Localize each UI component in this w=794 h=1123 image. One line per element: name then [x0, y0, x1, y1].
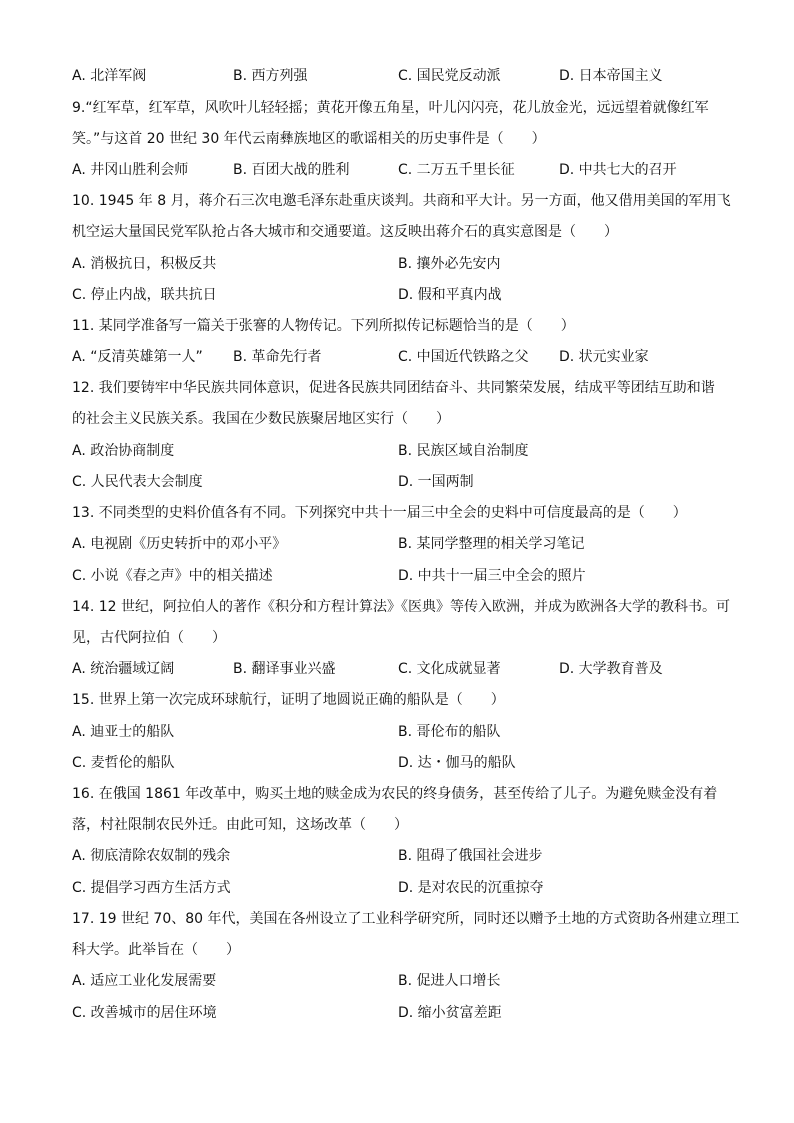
q9-option-a: A. 井冈山胜利会师: [72, 162, 189, 178]
q16-option-d: D. 是对农民的沉重掠夺: [398, 880, 544, 896]
q14-option-b: B. 翻译事业兴盛: [233, 661, 336, 677]
q17-option-a: A. 适应工业化发展需要: [72, 973, 217, 989]
q11-options: [72, 347, 724, 367]
q17-option-c: C. 改善城市的居住环境: [72, 1005, 217, 1021]
q10-option-a: A. 消极抗日，积极反共: [72, 256, 217, 272]
q11-option-a: A. “反清英雄第一人”: [72, 349, 203, 365]
q14-option-d: D. 大学教育普及: [559, 661, 663, 677]
q12-stem-line-2: 的社会主义民族关系。我国在少数民族聚居地区实行（ ）: [72, 411, 450, 427]
q9-options: [72, 160, 724, 180]
q13-option-a: A. 电视剧《历史转折中的邓小平》: [72, 536, 287, 552]
q11-option-c: C. 中国近代铁路之父: [398, 349, 529, 365]
q8-options: [72, 66, 724, 86]
q11-option-d: D. 状元实业家: [559, 349, 649, 365]
q10-options-row-1: [72, 254, 724, 274]
q17-options-row-2: [72, 1003, 724, 1023]
q16-option-c: C. 提倡学习西方生活方式: [72, 880, 231, 896]
q8-option-d: D. 日本帝国主义: [559, 68, 663, 84]
q15-option-b: B. 哥伦布的船队: [398, 724, 501, 740]
q16-option-a: A. 彻底清除农奴制的残余: [72, 848, 231, 864]
q9-option-c: C. 二万五千里长征: [398, 162, 515, 178]
q16-stem-line-1: 16. 在俄国 1861 年改革中，购买土地的赎金成为农民的终身债务，甚至传给了儿子。为避免赎金没有着: [72, 786, 718, 802]
q12-option-a: A. 政治协商制度: [72, 443, 175, 459]
q17-stem-line-2: 科大学。此举旨在（ ）: [72, 942, 240, 958]
q9-stem-line-2: 笑。”与这首 20 世纪 30 年代云南彝族地区的歌谣相关的历史事件是（ ）: [72, 131, 546, 147]
q10-options-row-2: [72, 285, 724, 305]
q15-option-c: C. 麦哲伦的船队: [72, 755, 175, 771]
q13-stem-line-1: 13. 不同类型的史料价值各有不同。下列探究中共十一届三中全会的史料中可信度最高的是（ ）: [72, 505, 687, 521]
q9-option-b: B. 百团大战的胜利: [233, 162, 350, 178]
q11-stem-line-1: 11. 某同学准备写一篇关于张謇的人物传记。下列所拟传记标题恰当的是（ ）: [72, 318, 575, 334]
q9-option-d: D. 中共七大的召开: [559, 162, 677, 178]
q12-options-row-1: [72, 441, 724, 461]
q14-option-a: A. 统治疆域辽阔: [72, 661, 175, 677]
q10-option-d: D. 假和平真内战: [398, 287, 502, 303]
q10-option-b: B. 攘外必先安内: [398, 256, 501, 272]
q16-options-row-1: [72, 846, 724, 866]
q15-option-a: A. 迪亚士的船队: [72, 724, 175, 740]
q17-options-row-1: [72, 971, 724, 991]
q15-options-row-2: [72, 753, 724, 773]
q15-option-d: D. 达・伽马的船队: [398, 755, 516, 771]
q17-option-d: D. 缩小贫富差距: [398, 1005, 502, 1021]
q15-stem-line-1: 15. 世界上第一次完成环球航行，证明了地圆说正确的船队是（ ）: [72, 692, 505, 708]
q12-option-b: B. 民族区域自治制度: [398, 443, 529, 459]
q14-option-c: C. 文化成就显著: [398, 661, 501, 677]
q16-option-b: B. 阻碍了俄国社会进步: [398, 848, 543, 864]
q15-options-row-1: [72, 722, 724, 742]
q12-options-row-2: [72, 472, 724, 492]
q14-stem-line-1: 14. 12 世纪，阿拉伯人的著作《积分和方程计算法》《医典》等传入欧洲，并成为欧洲各大学的教科书。可: [72, 599, 730, 615]
q13-option-c: C. 小说《春之声》中的相关描述: [72, 568, 273, 584]
q14-options: [72, 659, 724, 679]
q8-option-a: A. 北洋军阀: [72, 68, 147, 84]
q13-option-b: B. 某同学整理的相关学习笔记: [398, 536, 585, 552]
q16-stem-line-2: 落，村社限制农民外迁。由此可知，这场改革（ ）: [72, 817, 408, 833]
q17-option-b: B. 促进人口增长: [398, 973, 501, 989]
q8-option-b: B. 西方列强: [233, 68, 308, 84]
q8-option-c: C. 国民党反动派: [398, 68, 501, 84]
q13-option-d: D. 中共十一届三中全会的照片: [398, 568, 586, 584]
q12-option-d: D. 一国两制: [398, 474, 474, 490]
q14-stem-line-2: 见，古代阿拉伯（ ）: [72, 630, 226, 646]
q10-stem-line-1: 10. 1945 年 8 月，蒋介石三次电邀毛泽东赴重庆谈判。共商和平大计。另一方面，他又借用美国的军用飞: [72, 193, 731, 209]
q13-options-row-1: [72, 534, 724, 554]
q12-option-c: C. 人民代表大会制度: [72, 474, 203, 490]
q13-options-row-2: [72, 566, 724, 586]
q11-option-b: B. 革命先行者: [233, 349, 322, 365]
q10-stem-line-2: 机空运大量国民党军队抢占各大城市和交通要道。这反映出蒋介石的真实意图是（ ）: [72, 224, 618, 240]
q16-options-row-2: [72, 878, 724, 898]
q17-stem-line-1: 17. 19 世纪 70、80 年代，美国在各州设立了工业科学研究所，同时还以赠予土地的方式资助各州建立理工: [72, 911, 740, 927]
q10-option-c: C. 停止内战，联共抗日: [72, 287, 217, 303]
q12-stem-line-1: 12. 我们要铸牢中华民族共同体意识，促进各民族共同团结奋斗、共同繁荣发展，结成平等团结互助和谐: [72, 380, 715, 396]
q9-stem-line-1: 9.“红军草，红军草，风吹叶儿轻轻摇；黄花开像五角星，叶儿闪闪亮，花儿放金光，远远望着就像红军: [72, 100, 709, 116]
